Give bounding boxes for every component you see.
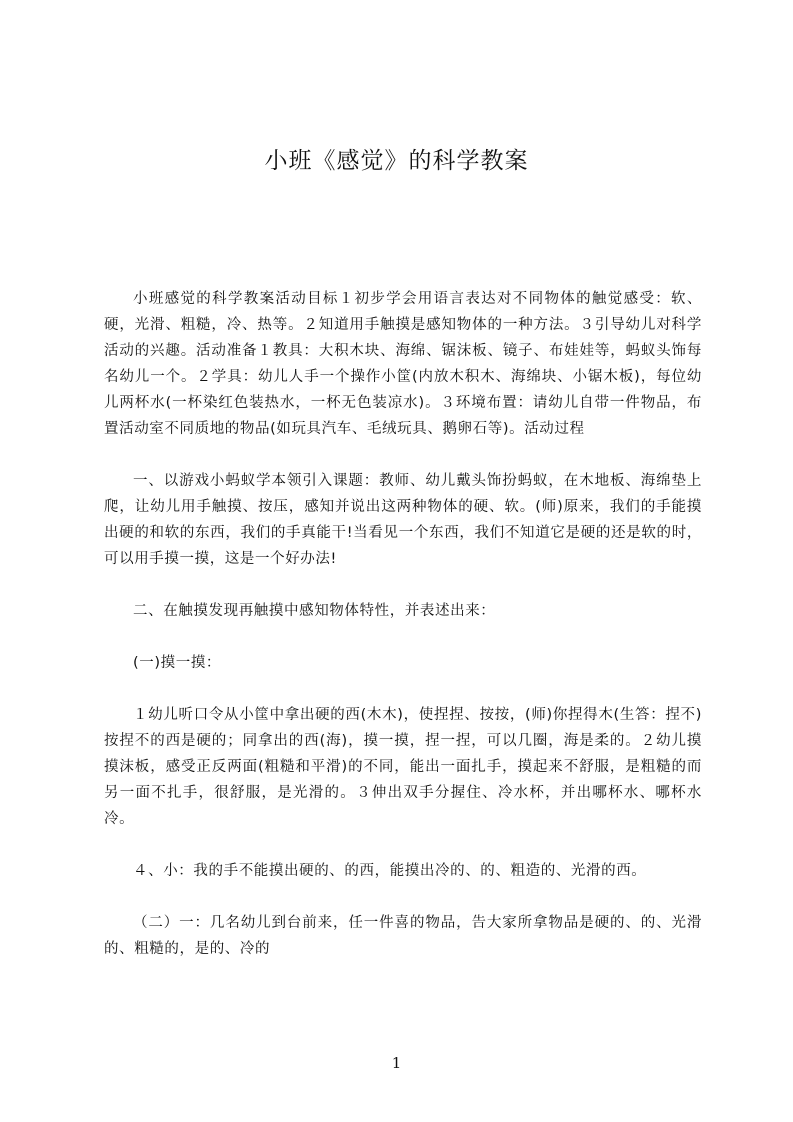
paragraph-section-one: 一、以游戏小蚂蚁学本领引入课题：教师、幼儿戴头饰扮蚂蚁，在木地板、海绵垫上爬，让幼儿用手触摸、按压，感知并说出这两种物体的硬、软。(师)原来，我们的手能摸出硬的和软的东西，我们的手真能干!当看见一个东西，我们不知道它是硬的还是软的时，可以用手摸一摸，这是一个好办法! — [104, 473, 702, 567]
document-title: 小班《感觉》的科学教案 — [264, 148, 529, 174]
paragraph-objectives: 小班感觉的科学教案活动目标１初步学会用语言表达对不同物体的触觉感受：软、硬，光滑、粗糙，冷、热等。２知道用手触摸是感知物体的一种方法。３引导幼儿对科学活动的兴趣。活动准备１教具：大积木块、海绵、锯沫板、镜子、布娃娃等，蚂蚁头饰每名幼儿一个。２学具：幼儿人手一个操作小筐(内放木积木、海绵块、小锯木板)，每位幼儿两杯水(一杯染红色装热水，一杯无色装凉水)。３环境布置：请幼儿自带一件物品，布置活动室不同质地的物品(如玩具汽车、毛绒玩具、鹅卵石等)。活动过程 — [104, 291, 702, 437]
paragraph-summary: ４、小：我的手不能摸出硬的、的西，能摸出冷的、的、粗造的、光滑的西。 — [133, 863, 647, 879]
paragraph-section-two: 二、在触摸发现再触摸中感知物体特性，并表述出来： — [133, 603, 496, 619]
paragraph-touch-steps: １幼儿听口令从小筐中拿出硬的西(木木)，使捏捏、按按，(师)你捏得木(生答：捏不)按捏不的西是硬的；同拿出的西(海)，摸一摸，捏一捏，可以几圈，海是柔的。２幼儿摸摸沫板，感受正反两面(粗糙和平滑)的不同，能出一面扎手，摸起来不舒服，是粗糙的而另一面不扎手，很舒服，是光滑的。３伸出双手分握住、冷水杯，并出哪杯水、哪杯水冷。 — [104, 707, 702, 827]
paragraph-part-two: （二）一：几名幼儿到台前来，任一件喜的物品，告大家所拿物品是硬的、的、光滑的、粗糙的，是的、冷的 — [104, 915, 702, 957]
page-number: 1 — [391, 1054, 402, 1072]
paragraph-touch-heading: (一)摸一摸： — [133, 655, 222, 671]
document-body — [104, 286, 702, 988]
